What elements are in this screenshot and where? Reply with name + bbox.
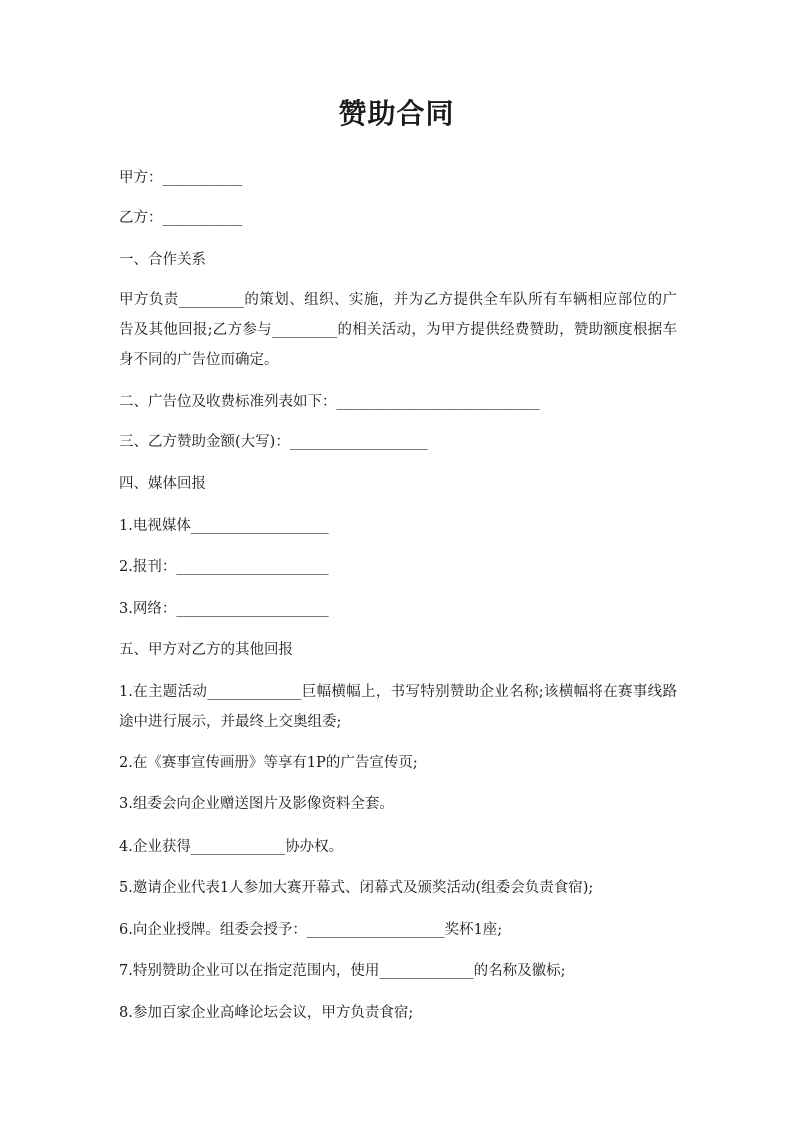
media-item-2: 2.报刊：_____________________	[119, 559, 329, 575]
section-1-heading: 一、合作关系	[119, 252, 206, 268]
section-2-line: 二、广告位及收费标准列表如下：____________________________	[119, 394, 540, 410]
return-item-6: 6.向企业授牌。组委会授予：___________________奖杯1座;	[119, 922, 503, 938]
section-1-body: 甲方负责_________的策划、组织、实施，并为乙方提供全车队所有车辆相应部位的广告及其他回报;乙方参与_________的相关活动，为甲方提供经费赞助，赞助额度根据车身不同的广告位而确定。	[119, 292, 677, 368]
media-item-3: 3.网络：_____________________	[119, 601, 329, 617]
party-a-line: 甲方：___________	[119, 170, 243, 186]
return-item-4: 4.企业获得_____________协办权。	[119, 839, 344, 855]
page-title: 赞助合同	[338, 97, 455, 130]
section-5-heading: 五、甲方对乙方的其他回报	[119, 642, 293, 658]
return-item-7: 7.特别赞助企业可以在指定范围内，使用_____________的名称及徽标;	[119, 963, 566, 979]
section-3-line: 三、乙方赞助金额(大写)：___________________	[119, 434, 428, 450]
return-item-1: 1.在主题活动_____________巨幅横幅上，书写特别赞助企业名称;该横幅将在赛事线路途中进行展示，并最终上交奥组委;	[119, 684, 677, 730]
section-4-heading: 四、媒体回报	[119, 476, 206, 492]
return-item-2: 2.在《赛事宣传画册》等享有1P的广告宣传页;	[119, 755, 418, 771]
return-item-3: 3.组委会向企业赠送图片及影像资料全套。	[119, 796, 394, 812]
media-item-1: 1.电视媒体___________________	[119, 518, 329, 534]
return-item-5: 5.邀请企业代表1人参加大赛开幕式、闭幕式及颁奖活动(组委会负责食宿);	[119, 880, 594, 896]
return-item-8: 8.参加百家企业高峰论坛会议，甲方负责食宿;	[119, 1005, 414, 1021]
party-b-line: 乙方：___________	[119, 210, 243, 226]
